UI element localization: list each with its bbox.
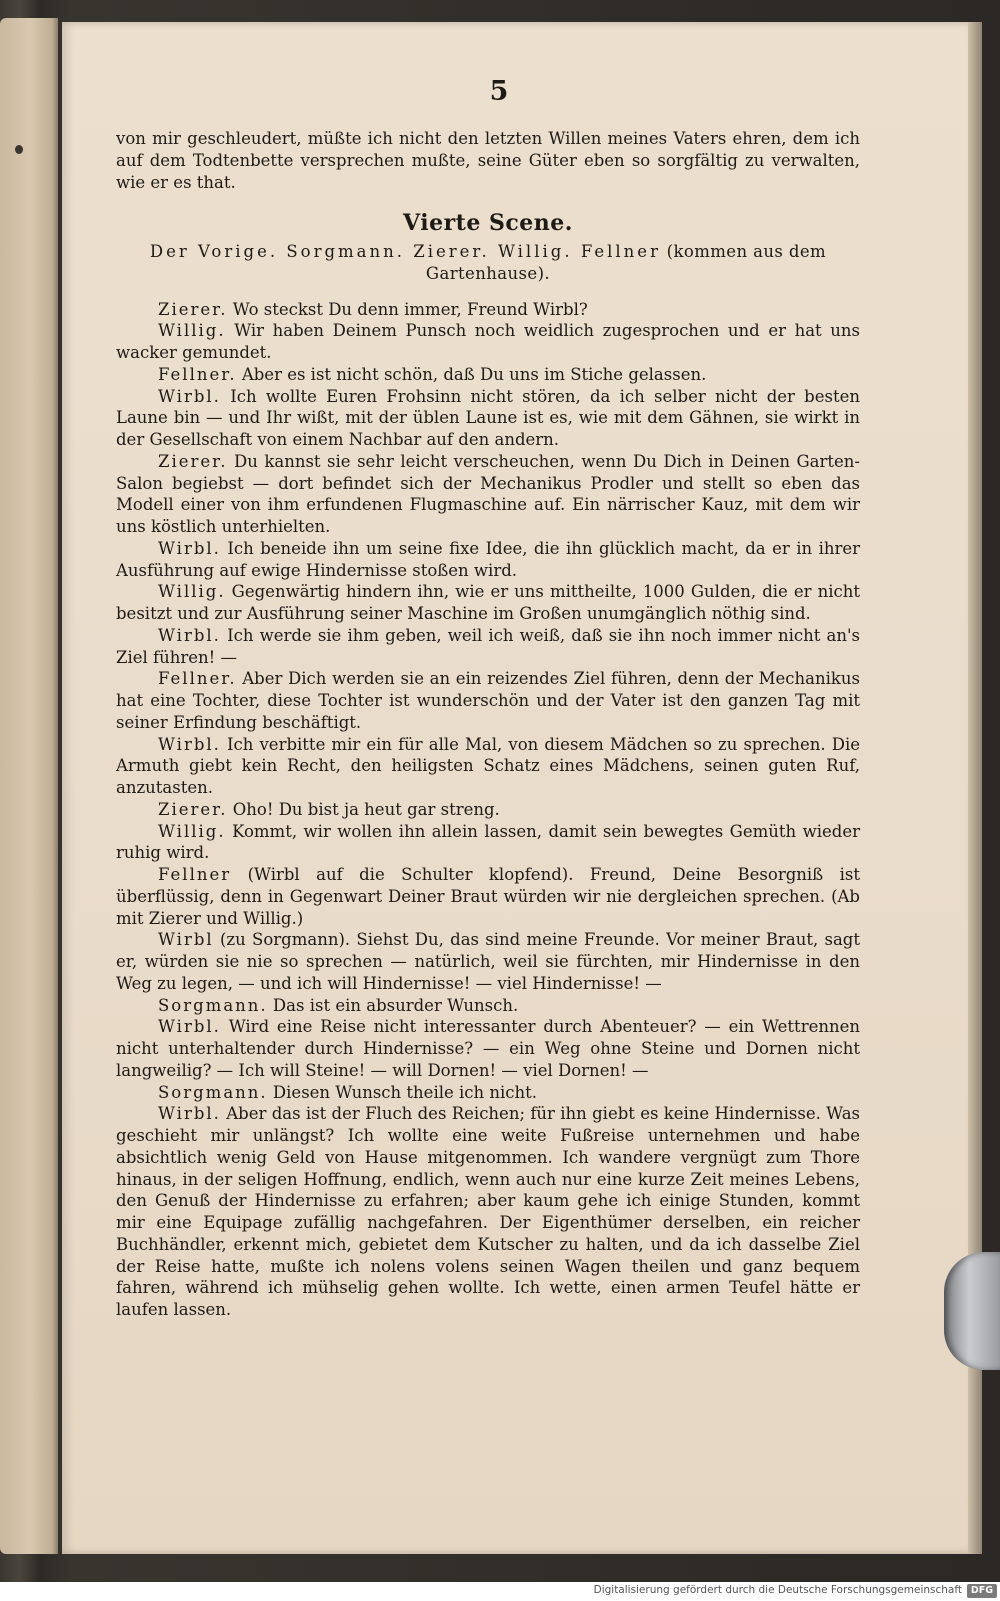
page-text [116, 128, 860, 1321]
dialogue-line [116, 864, 860, 929]
left-page-edge [0, 18, 58, 1554]
dialogue-line [116, 995, 860, 1017]
dialogue-line [116, 320, 860, 364]
dialogue-line [116, 538, 860, 582]
dialogue-text: Ich wollte Euren Frohsinn nicht stören, da ich selber nicht der besten Laune bin — und Ihr wißt, mit der üblen Laune ist es, wie mit dem Gähnen, sie wirkt in der Gesellschaft von einem Nachbar auf den andern. [116, 386, 860, 449]
scene-heading: Vierte Scene. [403, 210, 573, 237]
speaker-name: Fellner. [158, 669, 237, 689]
speaker-name: Willig. [158, 582, 226, 602]
dialogue-text: (zu Sorgmann). Siehst Du, das sind meine Freunde. Vor meiner Braut, sagt er, würden sie nie so sprechen — natürlich, weil sie fürchten, mir Hindernisse in den Weg zu legen, — und ich will Hindernisse! — viel Hindernisse! — [116, 930, 860, 993]
dialogue-line [116, 668, 860, 733]
speaker-name: Sorgmann. [158, 995, 268, 1015]
dialogue-text: Aber das ist der Fluch des Reichen; für ihn giebt es keine Hindernisse. Was geschieht mir unlängst? Ich wollte eine weite Fußreise unternehmen und habe absichtlich wenig Geld von Hause mitgenommen. Ich wandere vergnügt zum Thore hinaus, in der seligen Hoffnung, endlich, wenn auch nur eine kurze Zeit meines Lebens, den Genuß der Hindernisse zu erfahren; aber kaum gehe ich einige Stunden, kommt mir eine Equipage zufällig nachgefahren. Der Eigenthümer derselben, ein reicher Buchhändler, erkennt mich, gebietet dem Kutscher zu halten, und da ich dasselbe Ziel der Reise hatte, mußte ich nolens volens seinen Wagen theilen und ganz bequem fahren, während ich mühselig gehen wollte. Ich wette, einen armen Teufel hätte er laufen lassen. [116, 1104, 861, 1319]
dialogue-text: Ich werde sie ihm geben, weil ich weiß, daß sie ihn noch immer nicht an's Ziel führen! — [116, 625, 861, 667]
dialogue-text: Gegenwärtig hindern ihn, wie er uns mittheilte, 1000 Gulden, die er nicht besitzt und zur Ausführung seiner Maschine im Großen unumgänglich nöthig sind. [116, 582, 860, 623]
dialogue-text: Aber es ist nicht schön, daß Du uns im Stiche gelassen. [241, 364, 707, 384]
dialogue-text: Kommt, wir wollen ihn allein lassen, damit sein bewegtes Gemüth wieder ruhig wird. [116, 821, 860, 863]
dialogue-text: Wo steckst Du denn immer, Freund Wirbl? [232, 299, 588, 319]
opening-paragraph: von mir geschleudert, müßte ich nicht den letzten Willen meines Vaters ehren, dem ich auf dem Todtenbette versprechen mußte, seine Güter eben so sorgfältig zu verwalten, wie er es that. [116, 129, 860, 192]
thumb-clip [944, 1252, 1000, 1370]
dialogue-line [116, 734, 860, 799]
dialogue-line [116, 929, 860, 994]
dialogue-line [116, 299, 860, 321]
dialogue-line [116, 386, 860, 451]
dialogue-text: Wird eine Reise nicht interessanter durch Abenteuer? — ein Wettrennen nicht unterhaltender durch Hindernisse? — ein Weg ohne Steine und Dornen nicht langweilig? — Ich will Steine! — will Dornen! — viel Dornen! — [116, 1017, 860, 1080]
binding-hole [15, 145, 23, 154]
speaker-name: Wirbl. [158, 1017, 221, 1037]
speaker-name: Fellner [158, 865, 232, 884]
dialogue-line [116, 799, 860, 821]
dialogue-line [116, 364, 860, 386]
dialogue-text: Wir haben Deinem Punsch noch weidlich zugesprochen und er hat uns wacker gemundet. [116, 321, 860, 362]
page-number: 5 [489, 76, 509, 107]
dialogue-line [116, 821, 860, 865]
speaker-name: Zierer. [158, 451, 228, 471]
speaker-name: Wirbl. [158, 1104, 221, 1124]
speaker-name: Willig. [158, 321, 226, 341]
speaker-name: Wirbl. [158, 386, 221, 406]
dfg-logo: DFG [967, 1584, 997, 1598]
dialogue-text: Ich verbitte mir ein für alle Mal, von diesem Mädchen so zu sprechen. Die Armuth giebt kein Recht, den heiligsten Schatz eines Mädchens, seinen guten Ruf, anzutasten. [116, 734, 860, 797]
speaker-name: Wirbl. [158, 625, 221, 645]
dialogue-line [116, 1082, 860, 1104]
digitization-credit: Digitalisierung gefördert durch die Deutsche Forschungsgemeinschaft [593, 1584, 962, 1596]
speaker-name: Wirbl. [158, 734, 221, 754]
dialogue-text: Ich beneide ihn um seine fixe Idee, die ihn glücklich macht, da er in ihrer Ausführung auf ewige Hindernisse stoßen wird. [116, 538, 861, 580]
cast-stage-note: (kommen aus dem Gartenhause). [425, 242, 827, 283]
dialogue-text: Aber Dich werden sie an ein reizendes Ziel führen, denn der Mechanikus hat eine Tochter, diese Tochter ist wunderschön und der Vater ist den ganzen Tag mit seiner Erfindung beschäftigt. [116, 669, 861, 732]
speaker-name: Fellner. [158, 364, 237, 384]
dialogue-text: Das ist ein absurder Wunsch. [272, 995, 519, 1015]
cast-names: Der Vorige. Sorgmann. Zierer. Willig. Fellner [149, 242, 661, 261]
speaker-name: Zierer. [158, 299, 228, 319]
dialogue-line [116, 451, 860, 538]
speaker-name: Wirbl [158, 930, 214, 950]
dialogue-line [116, 1103, 860, 1321]
speaker-name: Wirbl. [158, 538, 221, 558]
cast-list [116, 241, 860, 285]
dialogue-line [116, 581, 860, 625]
dialogue-text: (Wirbl auf die Schulter klopfend). Freund, Deine Besorgniß ist überflüssig, denn in Gegenwart Deiner Braut würden wir nie dergleichen sprechen. (Ab mit Zierer und Willig.) [116, 865, 861, 928]
dialogue-text: Du kannst sie sehr leicht verscheuchen, wenn Du Dich in Deinen Garten-Salon begiebst — dort befindet sich der Mechanikus Prodler und stellt so eben das Modell einer von ihm erfundenen Flugmaschine auf. Ein närrischer Kauz, mit dem wir uns köstlich unterhielten. [116, 451, 860, 536]
speaker-name: Sorgmann. [158, 1082, 268, 1102]
speaker-name: Zierer. [158, 799, 228, 819]
dialogue-text: Diesen Wunsch theile ich nicht. [272, 1082, 538, 1102]
dialogue-line [116, 625, 860, 669]
dialogue-line [116, 1016, 860, 1081]
speaker-name: Willig. [158, 821, 226, 841]
dialogue-text: Oho! Du bist ja heut gar streng. [232, 799, 500, 819]
